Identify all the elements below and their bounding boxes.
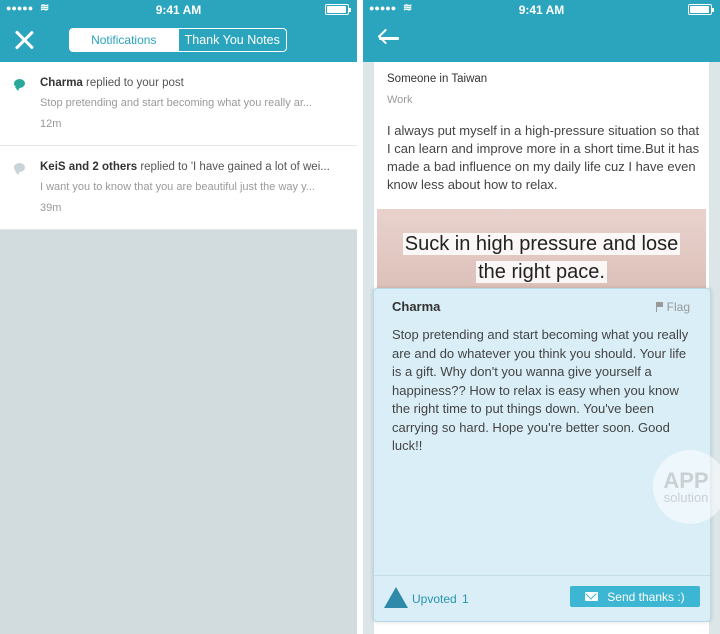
notification-action: replied to 'I have gained a lot of wei... [137,161,330,173]
reply-text: Stop pretending and start becoming what you really are and do whatever you think you should. Your life is a gift. Why don't you wanna give yourself a happiness?? How to relax is easy when you know the right time to put things down. You've been carrying so hard. Hope you're better soon. Good luck!! [392,327,689,453]
notifications-screen [0,0,357,634]
send-thanks-button[interactable] [570,586,700,607]
battery-icon [325,4,349,15]
wifi-icon: ≋ [403,2,413,14]
reply-card [373,288,711,622]
notification-time: 39m [40,202,62,214]
flag-label: Flag [666,300,690,314]
post-body: I always put myself in a high-pressure situation so that I can learn and improve more in a short time.But it has made a bad influence on my daily life cuz I have even know less about how to relax. [387,123,700,192]
notification-preview: Stop pretending and start becoming what you really ar... [40,97,313,109]
notification-actor: Charma [40,77,83,89]
post-image [377,209,706,294]
notification-title [40,161,345,173]
flag-icon [656,302,664,312]
image-caption-line2: the right pace. [478,261,605,283]
status-time: 9:41 AM [518,3,565,17]
tab-notifications[interactable]: Notifications [70,29,178,51]
upvote-count: 1 [462,592,469,606]
nav-bar [0,0,357,62]
envelope-icon [585,592,598,601]
signal-icon: ●●●●● [369,3,397,13]
image-caption-line1: Suck in high pressure and lose [404,233,679,255]
notification-time: 12m [40,118,62,130]
status-bar [0,0,357,20]
notification-item[interactable] [0,146,357,230]
tab-thank-you-notes[interactable]: Thank You Notes [178,29,287,51]
notification-list [0,62,357,230]
post-category: Work [387,94,413,106]
battery-icon [688,4,712,15]
watermark-line2: solution [663,490,709,505]
reply-author: Charma [392,299,441,314]
send-thanks-label: Send thanks :) [607,589,685,604]
notification-preview: I want you to know that you are beautiful just the way y... [40,181,315,193]
notification-actor: KeiS and 2 others [40,161,138,173]
post-author: Someone in Taiwan [387,73,488,85]
status-bar [363,0,720,20]
reply-footer [374,575,710,621]
close-icon[interactable] [12,28,36,52]
nav-bar [363,0,720,62]
segmented-control [69,28,287,52]
notification-action: replied to your post [82,77,184,89]
notification-title [40,77,345,89]
status-time: 9:41 AM [155,3,202,17]
watermark-logo [653,450,720,524]
flag-button[interactable] [656,300,690,314]
watermark-line1: APP [663,468,709,493]
wifi-icon: ≋ [40,2,50,14]
chat-bubble-icon [14,79,25,88]
upvote-label: Upvoted [412,592,457,606]
back-arrow-icon[interactable] [377,28,401,50]
notification-item[interactable] [0,62,357,146]
upvote-icon[interactable] [384,587,408,608]
signal-icon: ●●●●● [6,3,34,13]
chat-bubble-icon [14,163,25,172]
